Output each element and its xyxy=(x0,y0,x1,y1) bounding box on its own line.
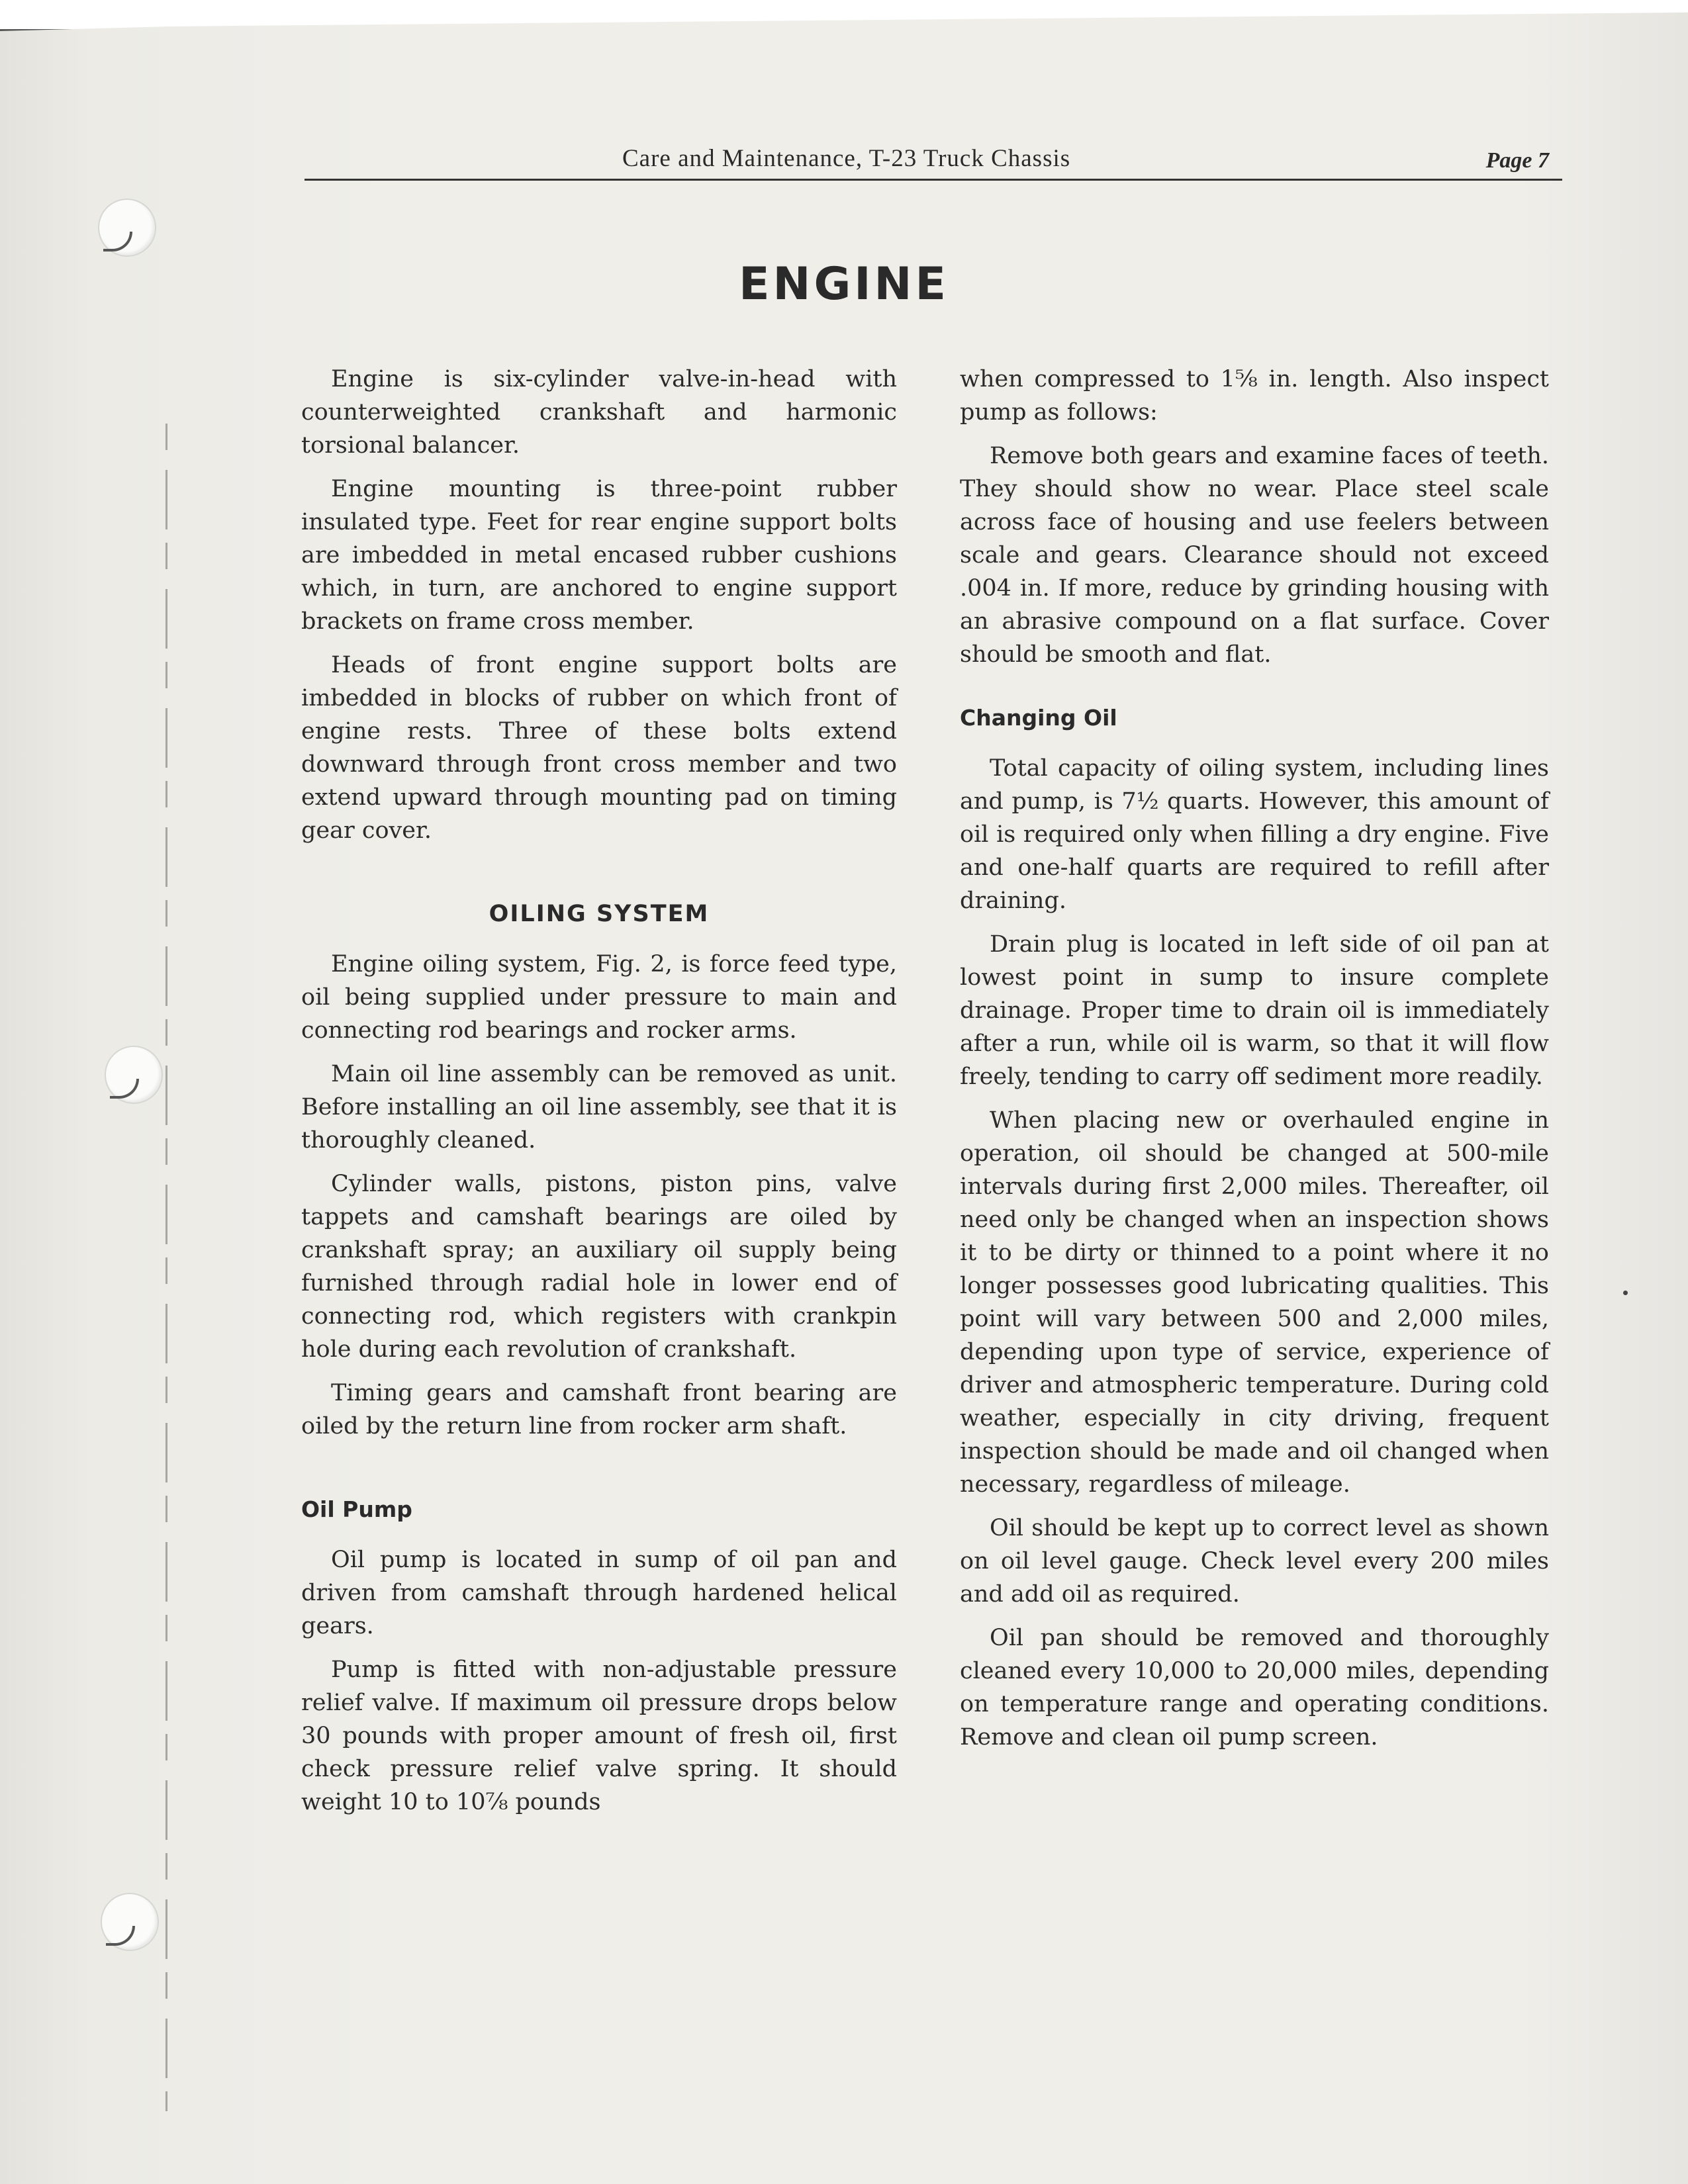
section-heading-oiling-system: OILING SYSTEM xyxy=(489,901,710,927)
header-title: Care and Maintenance, T-23 Truck Chassis xyxy=(622,145,1071,172)
right-column xyxy=(960,363,1549,1764)
paragraph: Timing gears and camshaft front bearing are oiled by the return line from rocker arm shaft. xyxy=(301,1380,897,1439)
paragraph: Engine mounting is three-point rubber insulated type. Feet for rear engine support bolts are imbedded in metal encased rubber cushions which, in turn, are anchored to engine support brackets on frame cross member. xyxy=(301,476,897,635)
left-column xyxy=(301,363,897,1829)
margin-rule xyxy=(165,424,167,2111)
binder-hole-middle xyxy=(105,1046,163,1104)
running-header xyxy=(305,139,1562,181)
paragraph: Main oil line assembly can be removed as unit. Before installing an oil line assembly, see that it is thoroughly cleaned. xyxy=(301,1061,897,1154)
paragraph: When placing new or overhauled engine in operation, oil should be changed at 500-mile intervals during first 2,000 miles. Thereafter, oil need only be changed when an inspection shows it to be dirty or thinned to a point where it no longer possesses good lubricating qualities. This point will vary between 500 and 2,000 miles, depending upon type of service, experience of driver and atmospheric temperature. During cold weather, especially in city driving, frequent inspection should be made and oil changed when necessary, regardless of mileage. xyxy=(960,1107,1549,1498)
paragraph-continued: when compressed to 1⅝ in. length. Also inspect pump as follows: xyxy=(960,366,1549,426)
paragraph: Remove both gears and examine faces of teeth. They should show no wear. Place steel scale across face of housing and use feelers between scale and gears. Clearance should not exceed .004 in. If more, reduce by grinding housing with an abrasive compound on a flat surface. Cover should be smooth and flat. xyxy=(960,443,1549,668)
paragraph: Total capacity of oiling system, including lines and pump, is 7½ quarts. However, this amount of oil is required only when filling a dry engine. Five and one-half quarts are required to refill after draining. xyxy=(960,755,1549,914)
paragraph: Drain plug is located in left side of oil pan at lowest point in sump to insure complete drainage. Proper time to drain oil is immediately after a run, while oil is warm, so that it will flow freely, tending to carry off sediment more readily. xyxy=(960,931,1549,1090)
paragraph: Heads of front engine support bolts are imbedded in blocks of rubber on which front of engine rests. Three of these bolts extend downward through front cross member and two extend upward through mounting pad on timing gear cover. xyxy=(301,652,897,844)
paragraph: Oil pump is located in sump of oil pan and driven from camshaft through hardened helical gears. xyxy=(301,1547,897,1639)
page-number: Page 7 xyxy=(1485,148,1549,173)
subheading-oil-pump: Oil Pump xyxy=(301,1496,412,1522)
paragraph: Oil pan should be removed and thoroughly cleaned every 10,000 to 20,000 miles, depending on temperature range and operating conditions. Remove and clean oil pump screen. xyxy=(960,1625,1549,1751)
page-title: ENGINE xyxy=(739,258,949,310)
paragraph: Engine is six-cylinder valve-in-head with counterweighted crankshaft and harmonic torsional balancer. xyxy=(301,366,897,459)
subheading-changing-oil: Changing Oil xyxy=(960,705,1117,731)
paragraph: Engine oiling system, Fig. 2, is force feed type, oil being supplied under pressure to main and connecting rod bearings and rocker arms. xyxy=(301,951,897,1044)
binder-hole-top xyxy=(98,199,156,257)
paragraph: Oil should be kept up to correct level as shown on oil level gauge. Check level every 200 miles and add oil as required. xyxy=(960,1515,1549,1608)
paragraph: Pump is fitted with non-adjustable pressure relief valve. If maximum oil pressure drops below 30 pounds with proper amount of fresh oil, first check pressure relief valve spring. It should weight 10 to 10⅞ pounds xyxy=(301,1657,897,1815)
binder-hole-bottom xyxy=(101,1893,159,1951)
paper-top-edge xyxy=(0,0,1688,31)
paper-speck xyxy=(1623,1291,1628,1295)
paragraph: Cylinder walls, pistons, piston pins, valve tappets and camshaft bearings are oiled by crankshaft spray; an auxiliary oil supply being furnished through radial hole in lower end of connecting rod, which registers with crankpin hole during each revolution of crankshaft. xyxy=(301,1171,897,1363)
